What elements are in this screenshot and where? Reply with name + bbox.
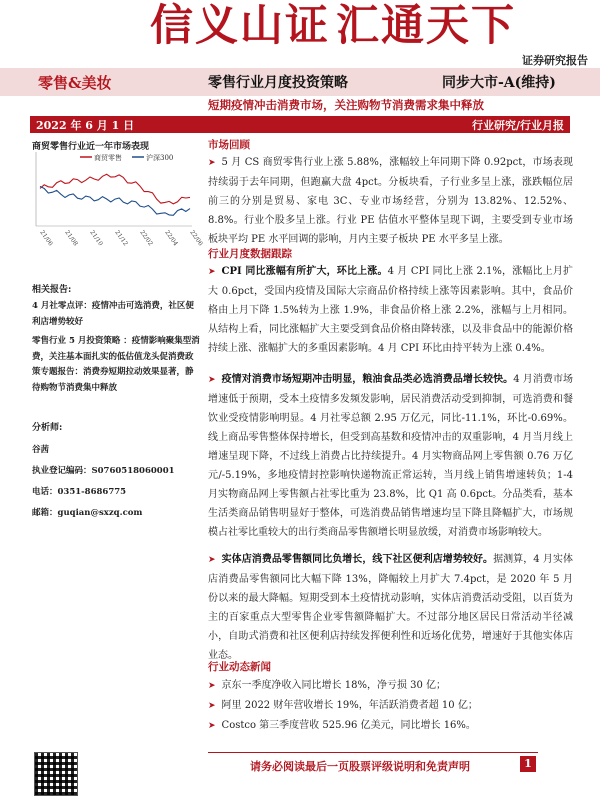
cpi-paragraph [208, 262, 573, 358]
store-paragraph [208, 550, 573, 665]
brand-logo-text [150, 0, 516, 53]
report-date: 2022 年 6 月 1 日 [36, 119, 135, 132]
page-number: 1 [520, 756, 536, 772]
news-text: 京东一季度净收入同比增长 18%，净亏损 30 亿； [221, 680, 447, 691]
logo-part1: 信义山证 [150, 1, 330, 51]
footer-divider [208, 752, 538, 753]
sector-label: 零售&美妆 [38, 74, 112, 92]
chart-svg [30, 148, 205, 256]
retail-text: 4 月消费市场增速低于预期，受本土疫情多发频发影响，居民消费活动受到抑制，可选消费和餐饮业受疫情影响明显。4 月社零总额 2.95 万亿元，同比-11.1%，环比-0.69%。线上商品零售整体保持增长，但受到高基数和疫情冲击的双重影响，4 月当月线上增速呈现下降，不过线上消费占比持续提升。4 月实物商品网上零售额 0.76 万亿元/-5.19%，多地疫情封控影响快递物流正常运转，当月线上销售增速转负；1-4 月实物商品网上零售额占社零比重为 23.8%，比 Q1 高 0.6pct。分品类看，基本生活类商品销售明显好于整体，可选消费品销售增速均呈下降且降幅扩大，市场规模占社零比重较大的出行类商品零售额增长明显放缓，对消费市场影响较大。 [208, 374, 574, 538]
news-text: Costco 第三季度营收 525.96 亿美元，同比增长 16%。 [221, 720, 476, 731]
x-tick-label: 21/10 [88, 229, 105, 248]
bullet-arrow-icon: ➤ [208, 267, 216, 277]
retail-paragraph [208, 370, 573, 542]
series-line-csi300 [40, 186, 190, 215]
analyst-phone: 电话：0351-8686775 [32, 487, 127, 497]
section-heading-data: 行业月度数据跟踪 [208, 248, 292, 260]
analyst-cert: 执业登记编码：S0760518060001 [32, 466, 175, 476]
related-report-1[interactable]: 4 月社零点评：疫情冲击可选消费，社区便利店增势较好 [32, 301, 194, 327]
x-tick-label: 21/12 [113, 229, 130, 248]
cpi-text: 4 月 CPI 同比上涨 2.1%，涨幅比上月扩大 0.6pct，受国内疫情及国际大宗商品价格持续上涨等因素影响。其中，食品价格由上月下降 1.5%转为上涨 1.9%，非食品价格上涨 2.2%，涨幅与上月相同。从结构上看，同比涨幅扩大主要受到食品价格由降转涨，以及非食品中的能源价格持续上涨、涨幅扩大的多重因素影响。4 月 CPI 环比由持平转为上涨 0.4%。 [208, 266, 574, 354]
bullet-arrow-icon: ➤ [208, 681, 216, 691]
x-tick-label: 22/06 [188, 229, 205, 248]
bullet-arrow-icon: ➤ [208, 721, 216, 731]
section-heading-news: 行业动态新闻 [208, 661, 271, 673]
news-item [208, 716, 573, 736]
news-item [208, 696, 573, 716]
report-category: 行业研究/行业月报 [471, 119, 564, 132]
legend-label-csi300: 沪深300 [146, 154, 174, 162]
analyst-email[interactable]: 邮箱：guqian@sxzq.com [32, 508, 143, 518]
x-tick-label: 22/04 [163, 229, 180, 248]
bullet-arrow-icon: ➤ [208, 555, 216, 565]
related-report-2[interactable]: 零售行业 5 月投资策略 ：疫情影响聚集型消费，关注基本面扎实的低估值龙头促消费政策专题报告：消费券短期拉动效果显著，静待购物节消费集中释放 [32, 336, 200, 393]
store-lead: 实体店消费品零售额同比负增长，线下社区便利店增势较好。 [221, 554, 494, 565]
news-text: 阿里 2022 财年营收增长 19%，年活跃消费者超 10 亿； [221, 700, 478, 711]
chart-title: 商贸零售行业近一年市场表现 [32, 142, 150, 152]
legend-label-retail: 商贸零售 [94, 154, 122, 162]
analyst-heading: 分析师: [32, 423, 63, 433]
rating: 同步大市-A(维持) [442, 75, 556, 91]
doc-type: 证券研究报告 [522, 54, 588, 67]
retail-lead: 疫情对消费市场短期冲击明显，粮油食品类必选消费品增长较快。 [221, 374, 514, 385]
logo-part2: 汇通天下 [336, 1, 516, 51]
bullet-arrow-icon: ➤ [208, 701, 216, 711]
chart-legend [80, 153, 173, 162]
bullet-arrow-icon: ➤ [208, 375, 216, 385]
x-tick-label: 22/02 [138, 229, 155, 248]
analyst-name: 谷茜 [32, 445, 50, 455]
news-item [208, 676, 573, 696]
cpi-lead: CPI 同比涨幅有所扩大，环比上涨。 [221, 266, 388, 277]
review-paragraph [208, 153, 573, 249]
x-tick-label: 21/08 [63, 229, 80, 248]
related-heading: 相关报告: [32, 285, 72, 295]
store-text: 据测算，4 月实体店消费品零售额同比大幅下降 13%，降幅较上月扩大 7.4pct，是 2020 年 5 月份以来的最大降幅。短期受到本土疫情扰动影响，实体店消费活动受阻，以百货为主的百家重点大型零售企业零售额降幅扩大。不过部分地区居民日常活动半径减小，自助式消费和社区便利店持续发挥便利性和近场化优势，增速好于其他实体店业态。 [208, 554, 574, 661]
performance-chart [30, 148, 205, 256]
qr-code [34, 752, 78, 796]
x-tick-label: 21/06 [38, 229, 55, 248]
report-subtitle: 短期疫情冲击消费市场，关注购物节消费需求集中释放 [208, 98, 484, 112]
report-title: 零售行业月度投资策略 [208, 75, 348, 91]
disclaimer-link[interactable]: 请务必阅读最后一页股票评级说明和免责声明 [250, 760, 470, 773]
section-heading-review: 市场回顾 [208, 139, 250, 151]
review-text: 5 月 CS 商贸零售行业上涨 5.88%，涨幅较上年同期下降 0.92pct，市场表现持续弱于去年同期，但跑赢大盘 4pct。分板块看，子行业多呈上涨，涨跌幅位居前三的分别是贸易、家电 3C、专业市场经营，分别为 13.82%、12.52%、8.8%。行业个股多呈上涨。行业 PE 估值水平整体呈现下调，主要受到专业市场板块平均 PE 水平回调的影响，月内主要子板块 PE 水平多呈上涨。 [208, 157, 573, 245]
bullet-arrow-icon: ➤ [208, 158, 216, 168]
news-list [208, 676, 573, 736]
